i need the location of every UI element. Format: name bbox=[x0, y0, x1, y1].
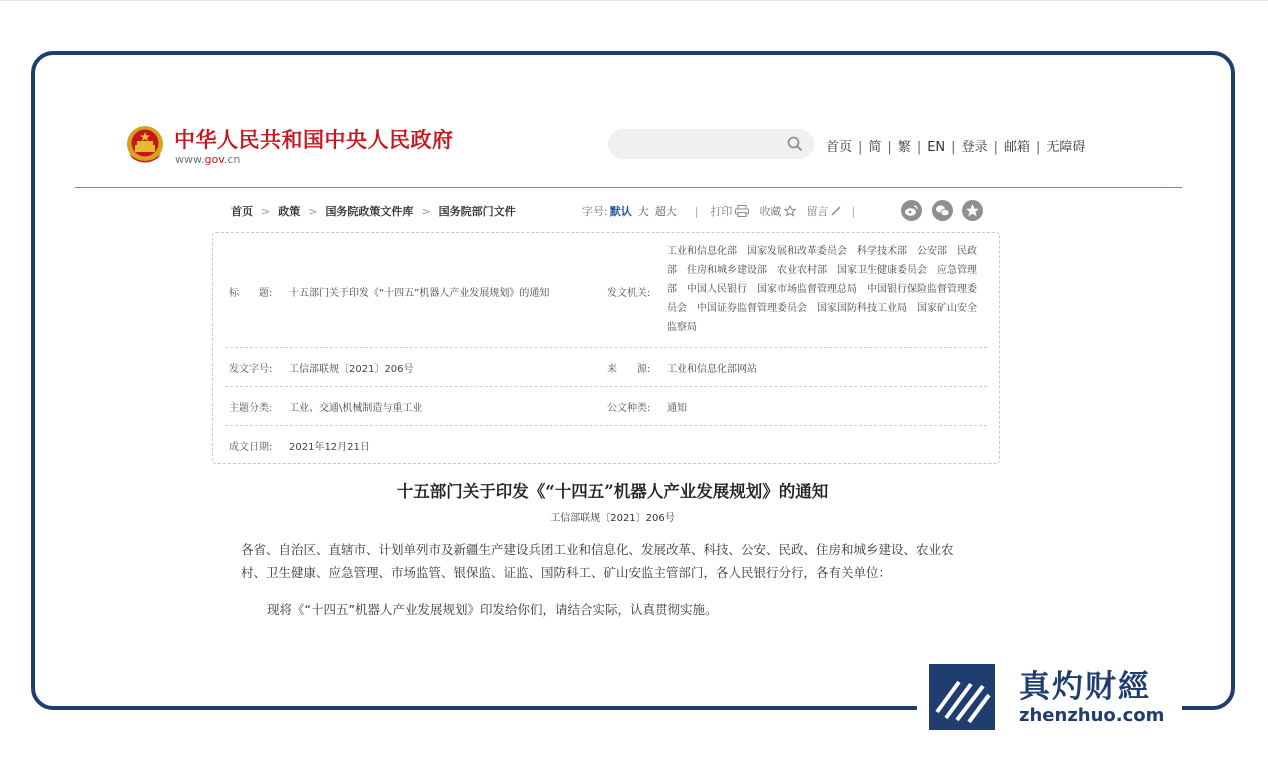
nav-mailbox[interactable]: 邮箱 bbox=[1003, 140, 1030, 155]
date-value: 2021年12月21日 bbox=[289, 442, 370, 453]
nav-accessibility[interactable]: 无障碍 bbox=[1046, 140, 1086, 155]
topic-value: 工业、交通\机械制造与重工业 bbox=[289, 403, 423, 414]
header-divider bbox=[75, 187, 1182, 188]
doc-type-label: 公文种类: bbox=[607, 403, 651, 414]
source-value: 工业和信息化部网站 bbox=[667, 364, 757, 375]
nav-separator: | bbox=[993, 140, 998, 155]
document-title: 十五部门关于印发《“十四五”机器人产业发展规划》的通知 bbox=[396, 482, 829, 501]
doc-number-value: 工信部联规〔2021〕206号 bbox=[289, 364, 414, 375]
site-url: www.gov.cn bbox=[175, 153, 241, 166]
watermark-logo bbox=[917, 659, 1182, 731]
issuer-value: 工业和信息化部 国家发展和改革委员会 科学技术部 公安部 民政部 住房和城乡建设部 农业农村部 国家卫生健康委员会 应急管理部 中国人民银行 国家市场监督管理总局 中国银行保险监督管理委员会 中国证券监督管理委员会 国家国防科技工业局 国家矿山安全监察局 bbox=[667, 246, 977, 333]
nav-english[interactable]: EN bbox=[927, 140, 946, 155]
comment-button[interactable]: 留言 bbox=[806, 205, 841, 218]
page-tools bbox=[582, 203, 867, 220]
topic-label: 主题分类: bbox=[229, 403, 273, 414]
row-divider bbox=[225, 386, 987, 387]
font-size-default[interactable]: 默认 bbox=[609, 205, 632, 218]
national-emblem-icon[interactable] bbox=[125, 124, 165, 166]
watermark-name-en: zhenzhuo.com bbox=[1019, 705, 1165, 726]
nav-home[interactable]: 首页 bbox=[826, 140, 853, 155]
zhenzhuo-logo-icon bbox=[929, 664, 995, 730]
printer-icon bbox=[735, 205, 749, 220]
favorite-button[interactable]: 收藏 bbox=[759, 205, 796, 218]
breadcrumb-department-docs[interactable]: 国务院部门文件 bbox=[438, 205, 516, 218]
nav-separator: | bbox=[1035, 140, 1041, 155]
doc-number-label: 发文字号: bbox=[229, 364, 273, 375]
watermark-name-cn: 真灼财經 bbox=[1019, 669, 1151, 705]
chevron-right-icon: > bbox=[261, 205, 271, 218]
title-label: 标 题: bbox=[229, 288, 273, 299]
font-size-large[interactable]: 大 bbox=[637, 205, 649, 218]
doc-type-value: 通知 bbox=[667, 403, 687, 414]
chevron-right-icon: > bbox=[308, 205, 318, 218]
nav-separator: | bbox=[858, 140, 863, 155]
star-icon bbox=[784, 205, 796, 220]
breadcrumb-home[interactable]: 首页 bbox=[231, 205, 253, 218]
nav-separator: | bbox=[951, 140, 956, 155]
breadcrumb-policy-library[interactable]: 国务院政策文件库 bbox=[325, 205, 414, 218]
tools-separator: | bbox=[694, 205, 699, 218]
chevron-right-icon: > bbox=[421, 205, 431, 218]
font-size-label: 字号: bbox=[582, 205, 608, 218]
breadcrumb-policy[interactable]: 政策 bbox=[278, 205, 301, 218]
document-number: 工信部联规〔2021〕206号 bbox=[550, 513, 675, 524]
nav-traditional[interactable]: 繁 bbox=[897, 140, 911, 155]
pencil-icon bbox=[831, 206, 841, 219]
top-divider bbox=[0, 0, 1268, 1]
title-value: 十五部门关于印发《“十四五”机器人产业发展规划》的通知 bbox=[289, 288, 550, 299]
print-button[interactable]: 打印 bbox=[710, 205, 749, 218]
search-input[interactable] bbox=[608, 129, 814, 159]
nav-simplified[interactable]: 简 bbox=[868, 140, 882, 155]
nav-login[interactable]: 登录 bbox=[961, 140, 988, 155]
issuer-label: 发文机关: bbox=[607, 288, 651, 299]
nav-separator: | bbox=[887, 140, 892, 155]
date-label: 成文日期: bbox=[229, 442, 273, 453]
top-navigation bbox=[826, 136, 1085, 155]
breadcrumb bbox=[231, 203, 516, 219]
qzone-icon[interactable] bbox=[962, 200, 983, 221]
row-divider bbox=[225, 347, 987, 348]
document-info-table bbox=[212, 232, 1000, 464]
content-fade bbox=[60, 622, 860, 702]
nav-separator: | bbox=[916, 140, 922, 155]
tools-separator: | bbox=[851, 205, 856, 218]
font-size-xlarge[interactable]: 超大 bbox=[654, 205, 677, 218]
search-icon[interactable] bbox=[787, 136, 803, 152]
recipients-paragraph: 各省、自治区、直辖市、计划单列市及新疆生产建设兵团工业和信息化、发展改革、科技、公安、民政、住房和城乡建设、农业农村、卫生健康、应急管理、市场监管、银保监、证监、国防科工、矿山安监主管部门，各人民银行分行，各有关单位： bbox=[241, 542, 954, 580]
row-divider bbox=[225, 425, 987, 426]
intro-paragraph: 现将《“十四五”机器人产业发展规划》印发给你们，请结合实际，认真贯彻实施。 bbox=[267, 602, 718, 617]
site-title[interactable]: 中华人民共和国中央人民政府 bbox=[174, 128, 454, 152]
wechat-icon[interactable] bbox=[932, 200, 953, 221]
weibo-icon[interactable] bbox=[901, 200, 922, 221]
source-label: 来 源: bbox=[607, 364, 651, 375]
